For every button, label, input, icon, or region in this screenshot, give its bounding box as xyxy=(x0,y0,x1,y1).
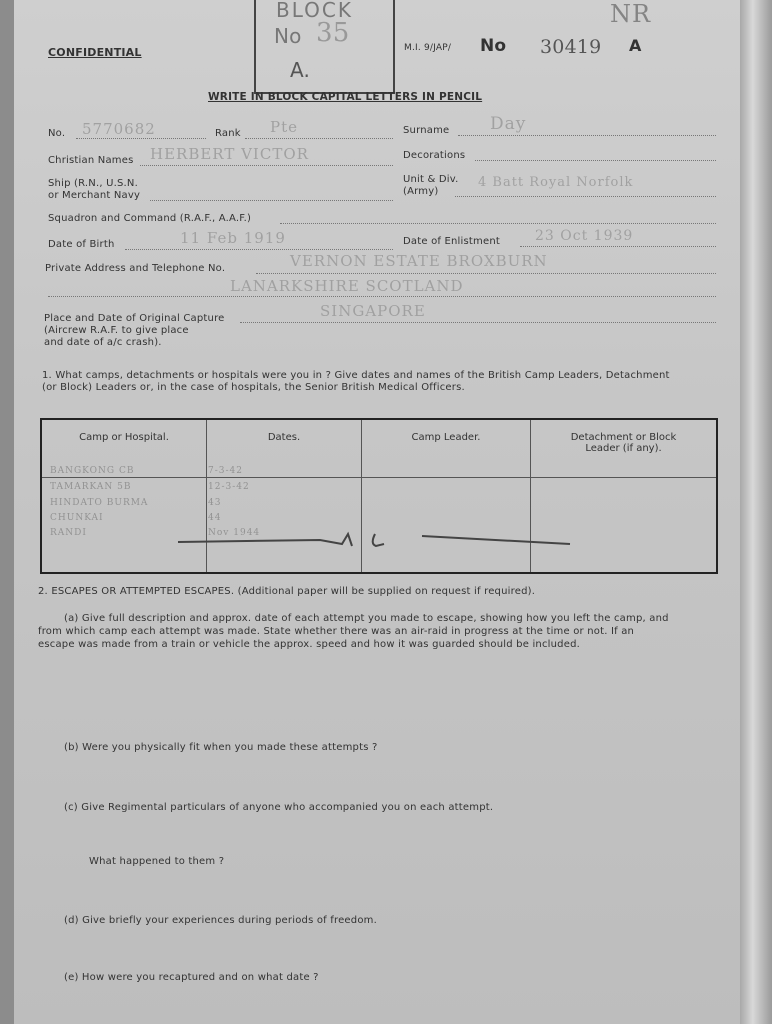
capture-label-2: (Aircrew R.A.F. to give place xyxy=(44,325,189,336)
unit-line xyxy=(455,196,716,197)
enlist-line xyxy=(520,246,716,247)
stamp-letter: A. xyxy=(290,58,311,82)
decorations-line xyxy=(475,160,716,161)
address-value-2: LANARKSHIRE SCOTLAND xyxy=(230,277,464,295)
q2-a-text-3: escape was made from a train or vehicle the approx. speed and how it was guarded should be included. xyxy=(38,639,581,650)
q2-a-text-1: (a) Give full description and approx. date of each attempt you made to escape, showing how you left the camp, and xyxy=(64,613,669,624)
camp-entry: CHUNKAI xyxy=(50,513,104,523)
q2-heading: 2. ESCAPES OR ATTEMPTED ESCAPES. (Additional paper will be supplied on request if required). xyxy=(38,586,536,597)
address-line-2 xyxy=(48,296,716,297)
corner-initials: NR xyxy=(610,0,652,28)
surname-value: Day xyxy=(490,114,527,134)
ref-label: M.I. 9/JAP/ xyxy=(404,43,452,53)
dob-line xyxy=(125,249,393,250)
stamp-no-text: No xyxy=(274,24,302,48)
camp-entry: RANDI xyxy=(50,528,87,538)
no-label: No. xyxy=(48,128,66,139)
q2-c2-text: What happened to them ? xyxy=(89,856,225,867)
date-entry: 43 xyxy=(208,498,222,508)
q2-a-text-2: from which camp each attempt was made. State whether there was an air-raid in progress at the time or not. If an xyxy=(38,626,635,637)
rank-label: Rank xyxy=(215,128,241,139)
rank-line xyxy=(245,138,393,139)
no-line xyxy=(76,138,206,139)
christian-line xyxy=(140,165,393,166)
stamp-block-text: BLOCK xyxy=(276,0,353,22)
surname-line xyxy=(458,135,716,136)
ship-label-1: Ship (R.N., U.S.N. xyxy=(48,178,138,189)
rank-value: Pte xyxy=(270,118,298,136)
block-stamp xyxy=(254,0,395,94)
confidential-label: CONFIDENTIAL xyxy=(48,46,142,59)
q2-c-text: (c) Give Regimental particulars of anyone who accompanied you on each attempt. xyxy=(64,802,494,813)
q2-e-text: (e) How were you recaptured and on what date ? xyxy=(64,972,319,983)
no-value: 5770682 xyxy=(82,120,156,138)
col-dates-header: Dates. xyxy=(207,419,362,478)
instruction-heading: WRITE IN BLOCK CAPITAL LETTERS IN PENCIL xyxy=(208,91,483,103)
nil-text xyxy=(372,528,374,529)
camp-entry: HINDATO BURMA xyxy=(50,498,149,508)
ship-line xyxy=(150,200,393,201)
christian-value: HERBERT VICTOR xyxy=(150,145,309,163)
nil-pen-strokes xyxy=(170,520,590,560)
decorations-label: Decorations xyxy=(403,150,466,161)
col-leader-header: Camp Leader. xyxy=(362,419,531,478)
form-suffix: A xyxy=(629,36,642,55)
address-line-1 xyxy=(256,273,716,274)
surname-label: Surname xyxy=(403,125,450,136)
squadron-label: Squadron and Command (R.A.F., A.A.F.) xyxy=(48,213,252,224)
page-edge xyxy=(740,0,772,1024)
capture-line xyxy=(240,322,716,323)
capture-value: SINGAPORE xyxy=(320,302,426,320)
date-entry: 44 xyxy=(208,513,222,523)
address-label: Private Address and Telephone No. xyxy=(45,263,226,274)
col-detachment-header: Detachment or Block Leader (if any). xyxy=(531,419,718,478)
unit-label-2: (Army) xyxy=(403,186,439,197)
q1-text-2: (or Block) Leaders or, in the case of hospitals, the Senior British Medical Officers. xyxy=(42,382,465,393)
q2-d-text: (d) Give briefly your experiences during periods of freedom. xyxy=(64,915,377,926)
capture-label-1: Place and Date of Original Capture xyxy=(44,313,225,324)
camp-entry: BANGKONG CB xyxy=(50,466,135,476)
q1-text-1: 1. What camps, detachments or hospitals were you in ? Give dates and names of the British Camp Leaders, Detachment xyxy=(42,370,670,381)
capture-label-3: and date of a/c crash). xyxy=(44,337,162,348)
dob-value: 11 Feb 1919 xyxy=(180,229,286,247)
date-entry: 12-3-42 xyxy=(208,482,250,492)
address-value-1: VERNON ESTATE BROXBURN xyxy=(290,252,548,270)
dob-label: Date of Birth xyxy=(48,239,115,250)
ship-label-2: or Merchant Navy xyxy=(48,190,141,201)
stamp-number: 35 xyxy=(316,18,350,48)
date-entry: 7-3-42 xyxy=(208,466,243,476)
unit-value: 4 Batt Royal Norfolk xyxy=(478,175,634,190)
enlist-value: 23 Oct 1939 xyxy=(535,228,634,244)
camp-entry: TAMARKAN 5B xyxy=(50,482,132,492)
squadron-line xyxy=(280,223,716,224)
form-number: 30419 xyxy=(540,36,602,58)
date-entry: Nov 1944 xyxy=(208,528,261,538)
enlist-label: Date of Enlistment xyxy=(403,236,500,247)
unit-label-1: Unit & Div. xyxy=(403,174,459,185)
col-camp-header: Camp or Hospital. xyxy=(41,419,207,478)
no-symbol: No xyxy=(480,36,507,56)
q2-b-text: (b) Were you physically fit when you made these attempts ? xyxy=(64,742,378,753)
christian-label: Christian Names xyxy=(48,155,134,166)
